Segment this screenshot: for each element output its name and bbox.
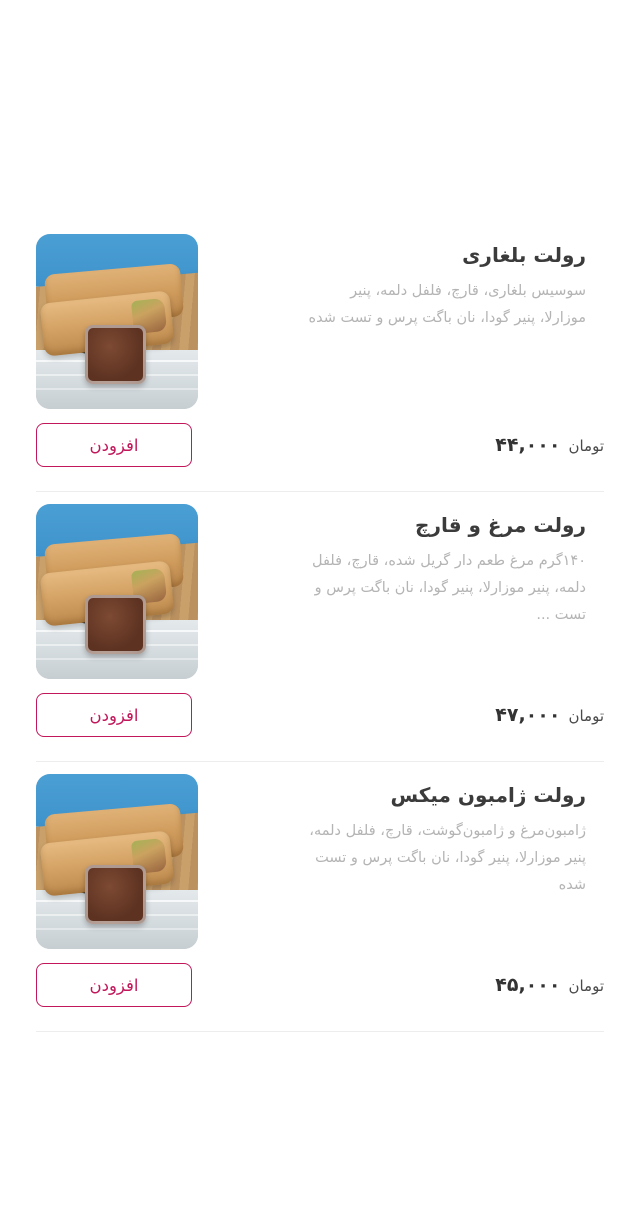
food-image[interactable] xyxy=(36,774,198,949)
price-currency: تومان xyxy=(568,707,604,725)
add-to-cart-button[interactable]: افزودن xyxy=(36,693,192,737)
item-title: رولت بلغاری xyxy=(462,243,586,267)
add-to-cart-button[interactable]: افزودن xyxy=(36,423,192,467)
food-photo-roll-icon xyxy=(36,774,198,949)
item-actions xyxy=(36,949,604,1031)
item-info xyxy=(198,504,604,628)
item-price xyxy=(495,974,604,996)
food-image[interactable] xyxy=(36,504,198,679)
list-item[interactable] xyxy=(36,492,604,762)
item-info xyxy=(198,774,604,898)
item-info xyxy=(198,234,604,332)
food-photo-roll-icon xyxy=(36,234,198,409)
price-currency: تومان xyxy=(568,977,604,995)
item-price xyxy=(495,434,604,456)
price-currency: تومان xyxy=(568,437,604,455)
item-content xyxy=(36,762,604,949)
price-value: ۴۴,۰۰۰ xyxy=(495,434,561,456)
item-content xyxy=(36,492,604,679)
item-actions xyxy=(36,409,604,491)
add-to-cart-button[interactable]: افزودن xyxy=(36,963,192,1007)
list-item[interactable] xyxy=(36,762,604,1032)
price-value: ۴۵,۰۰۰ xyxy=(495,974,561,996)
menu-item-list xyxy=(0,222,640,1032)
item-actions xyxy=(36,679,604,761)
item-description: ۱۴۰گرم مرغ طعم دار گریل شده، قارچ، فلفل دلمه، پنیر موزارلا، پنیر گودا، نان باگت پرس و تست ... xyxy=(311,553,586,623)
item-price xyxy=(495,704,604,726)
list-item[interactable] xyxy=(36,222,604,492)
price-value: ۴۷,۰۰۰ xyxy=(495,704,561,726)
top-spacer xyxy=(0,0,640,222)
item-title: رولت مرغ و قارچ xyxy=(415,513,586,537)
item-title: رولت ژامبون میکس xyxy=(390,783,586,807)
item-content xyxy=(36,222,604,409)
item-description: سوسیس بلغاری، قارچ، فلفل دلمه، پنیر موزارلا، پنیر گودا، نان باگت پرس و تست شده xyxy=(308,283,586,326)
item-description: ژامبون‌مرغ و ژامبون‌گوشت، قارچ، فلفل دلمه، پنیر موزارلا، پنیر گودا، نان باگت پرس و تست شده xyxy=(309,823,586,893)
food-image[interactable] xyxy=(36,234,198,409)
food-photo-roll-icon xyxy=(36,504,198,679)
